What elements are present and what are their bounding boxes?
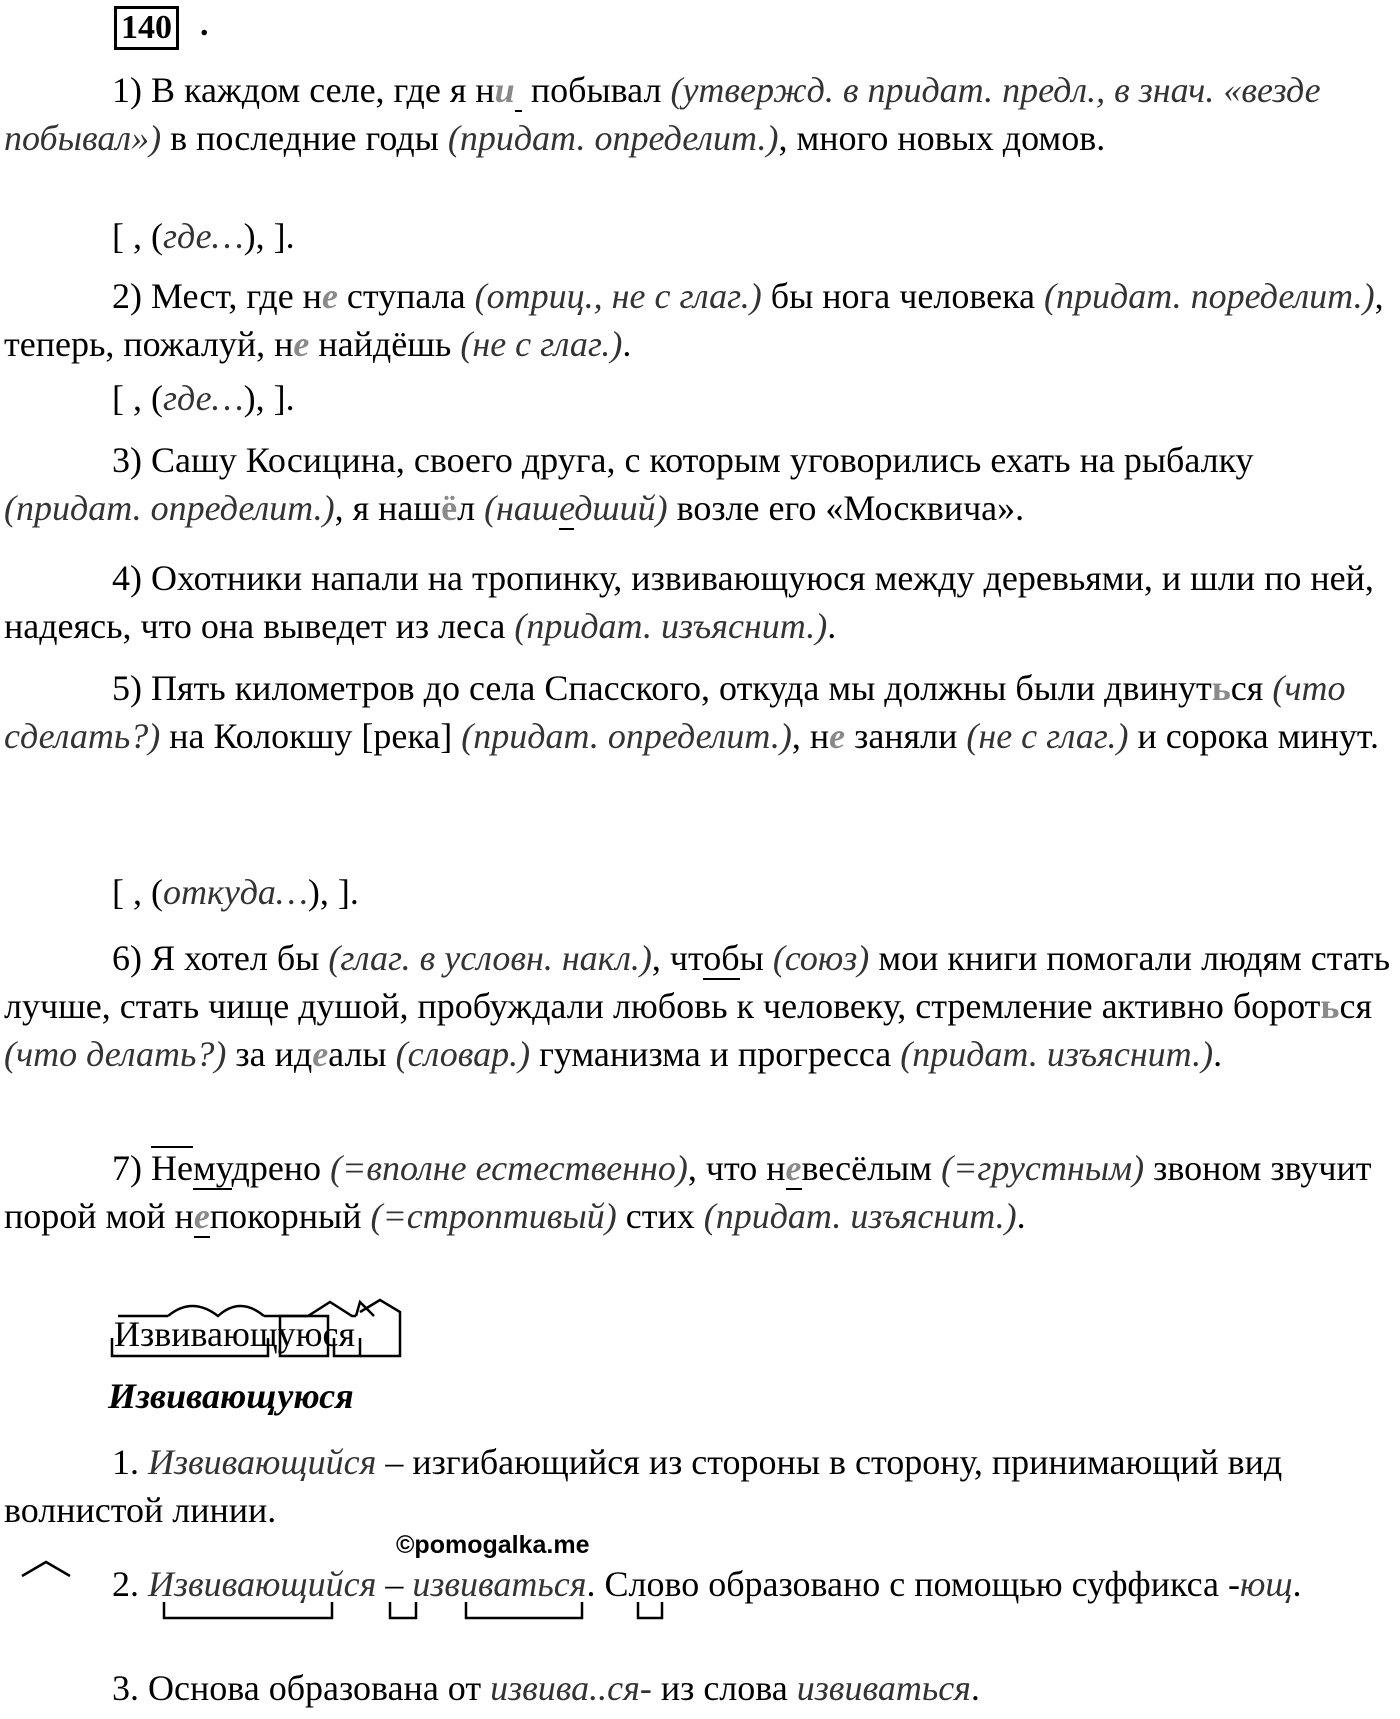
definition-3: 3. Основа образована от извива..ся- из слова извиваться. — [112, 1668, 980, 1708]
ending-box — [280, 1316, 328, 1356]
definition-1: 1. Извивающийся – изгибающийся из стороны в сторону, принимающий вид волнистой линии. — [4, 1442, 1283, 1530]
definition-2: 2. Извивающийся – извиваться. Слово образовано с помощью суффикса -ющ. — [112, 1564, 1302, 1604]
sentence-1-scheme: [ , (где…), ]. — [112, 216, 295, 256]
sentence-1 — [4, 66, 1392, 162]
sentence-3 — [4, 436, 1392, 532]
suffix-mark — [8, 1558, 78, 1578]
sentence-3-text: 3) Сашу Косицина, своего друга, с которым уговорились ехать на рыбалку (придат. определит.), я нашёл (нашедший) возле его «Москвича». — [4, 440, 1254, 528]
sentence-2 — [4, 272, 1392, 368]
sentence-6-text: 6) Я хотел бы (глаг. в условн. накл.), чтобы (союз) мои книги помогали людям стать лучше, стать чище душой, пробуждали любовь к человеку, стремление активно бороться (что делать?) за идеалы (словар.) гуманизма и прогресса (придат. изъяснит.). — [4, 938, 1391, 1074]
watermark: ©pomogalka.me — [396, 1531, 590, 1559]
sentence-4 — [4, 554, 1392, 650]
exercise-number: 140 — [114, 6, 179, 50]
exercise-number-dot: . — [200, 6, 209, 43]
sentence-7 — [4, 1144, 1392, 1240]
sentence-7-text: 7) Немудрено (=вполне естественно), что невесёлым (=грустным) звоном звучит порой мой непокорный (=строптивый) стих (придат. изъяснит.). — [4, 1148, 1372, 1236]
sentence-4-text: 4) Охотники напали на тропинку, извивающуюся между деревьями, и шли по ней, надеясь, что она выведет из леса (придат. изъяснит.). — [4, 558, 1374, 646]
suffix-cap — [308, 1302, 356, 1316]
postfix-bracket — [334, 1338, 360, 1356]
postfix-cap — [360, 1300, 400, 1356]
headword: Извивающуюся — [108, 1376, 354, 1416]
sentence-2-text: 2) Мест, где не ступала (отриц., не с глаг.) бы нога человека (придат. поределит.), теперь, пожалуй, не найдёшь (не с глаг.). — [4, 276, 1384, 364]
root-arc — [168, 1306, 264, 1316]
sentence-5-scheme: [ , (откуда…), ]. — [112, 872, 359, 912]
sentence-6 — [4, 934, 1392, 1078]
sentence-2-scheme: [ , (где…), ]. — [112, 378, 295, 418]
sentence-1-text: 1) В каждом селе, где я ни побывал (утвержд. в придат. предл., в знач. «везде побывал») в последние годы (придат. определит.), много новых домов. — [4, 70, 1321, 158]
sentence-5 — [4, 664, 1392, 760]
definition-2-stem-brackets — [160, 1600, 680, 1622]
stem-bracket — [112, 1338, 268, 1356]
sentence-5-text: 5) Пять километров до села Спасского, откуда мы должны были двинуться (что сделать?) на Колокшу [река] (придат. определит.), не заняли (не с глаг.) и сорока минут. — [4, 668, 1379, 756]
headword-block — [4, 1372, 1392, 1420]
morpheme-parse-word: Извивающуюся — [114, 1314, 356, 1354]
morpheme-parse-marks — [108, 1298, 408, 1360]
